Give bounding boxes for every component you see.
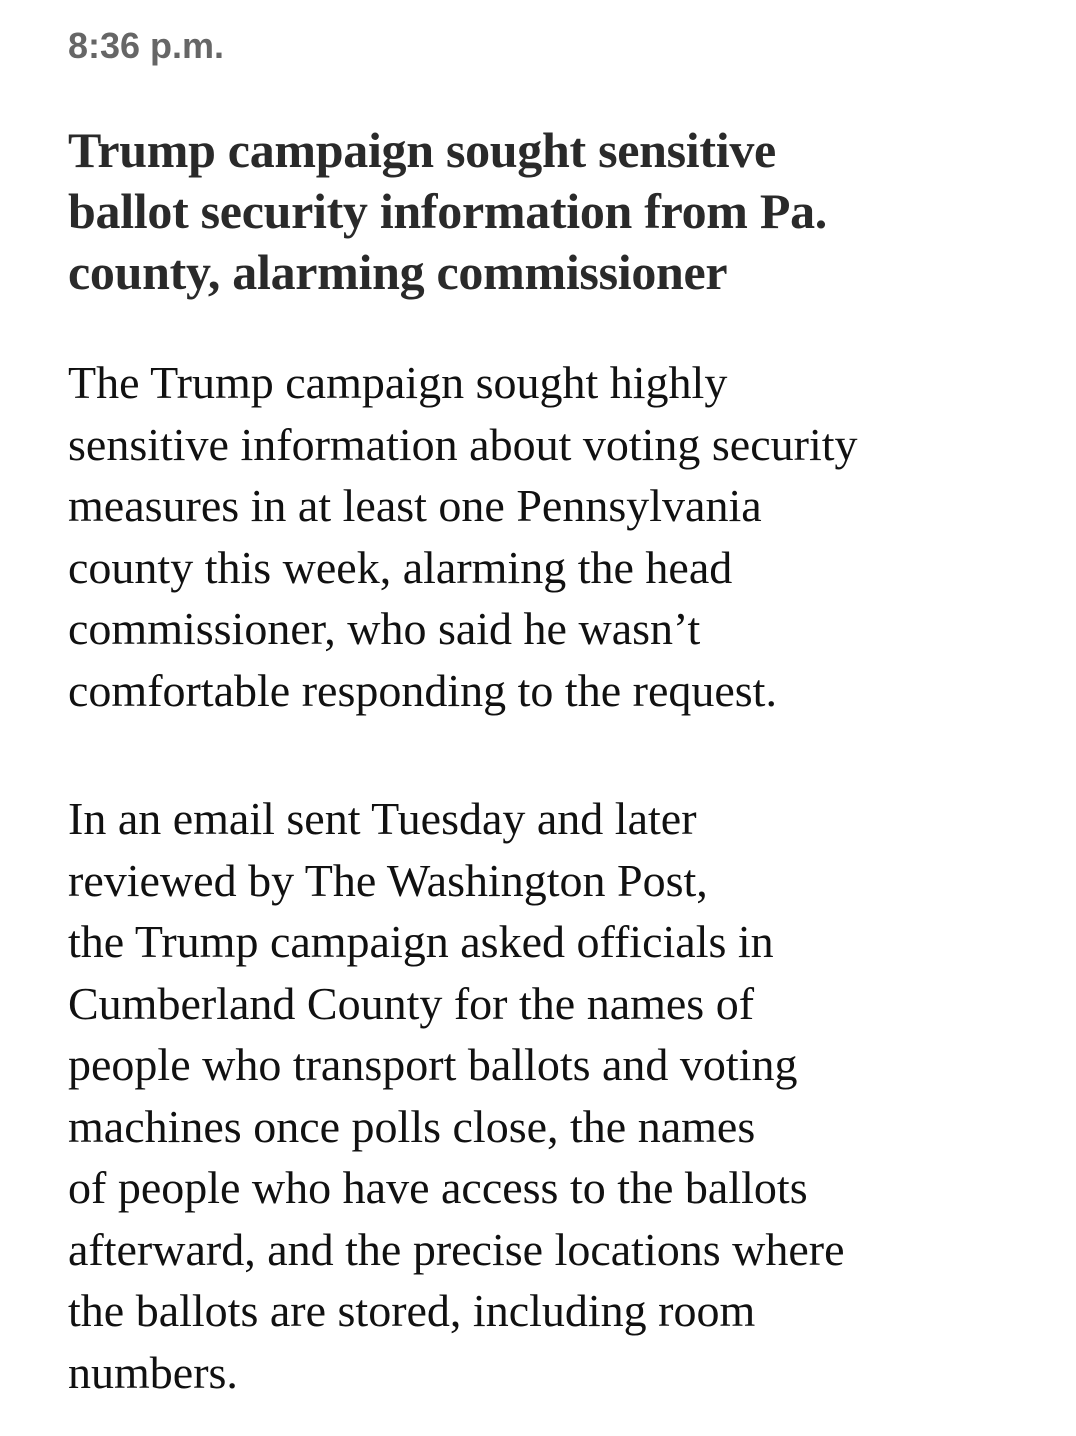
paragraph-line: machines once polls close, the names bbox=[68, 1100, 756, 1152]
post-timestamp: 8:36 p.m. bbox=[68, 25, 225, 66]
paragraph-line: people who transport ballots and voting bbox=[68, 1039, 798, 1090]
paragraph-line: the ballots are stored, including room bbox=[68, 1285, 756, 1336]
paragraph-line: Cumberland County for the names of bbox=[68, 977, 755, 1029]
paragraph-line: In an email sent Tuesday and later bbox=[68, 793, 697, 844]
paragraph-line: The Trump campaign sought highly bbox=[68, 357, 728, 408]
paragraph-line: commissioner, who said he wasn’t bbox=[68, 603, 701, 654]
body-paragraph-1 bbox=[68, 352, 1058, 721]
paragraph-line: afterward, and the precise locations where bbox=[68, 1223, 845, 1275]
paragraph-line: measures in at least one Pennsylvania bbox=[68, 480, 762, 531]
paragraph-line: county this week, alarming the head bbox=[68, 541, 733, 593]
paragraph-line: the Trump campaign asked officials in bbox=[68, 916, 774, 967]
headline-line: county, alarming commissioner bbox=[68, 244, 728, 300]
paragraph-line: of people who have access to the ballots bbox=[68, 1162, 808, 1213]
post-headline[interactable] bbox=[68, 120, 1048, 303]
paragraph-line: comfortable responding to the request. bbox=[68, 664, 777, 716]
paragraph-line: reviewed by The Washington Post, bbox=[68, 854, 708, 906]
headline-line: Trump campaign sought sensitive bbox=[68, 122, 776, 178]
paragraph-line: numbers. bbox=[68, 1346, 238, 1398]
body-paragraph-2 bbox=[68, 788, 1058, 1403]
headline-line: ballot security information from Pa. bbox=[68, 183, 828, 239]
paragraph-line: sensitive information about voting security bbox=[68, 418, 858, 470]
